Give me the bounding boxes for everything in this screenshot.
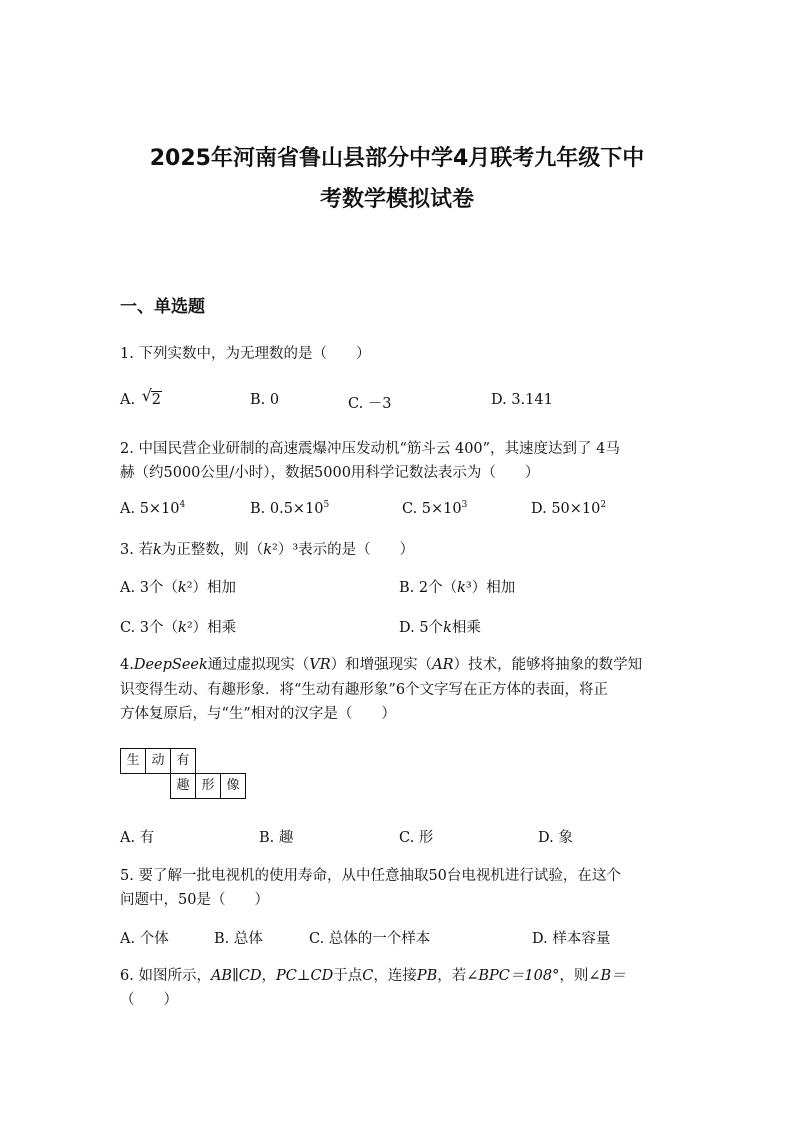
question-3-option-d	[399, 616, 481, 637]
question-5-option-d: D. 样本容量	[532, 931, 611, 947]
option-d-exponent: 2	[600, 500, 607, 510]
cube-net-figure	[120, 748, 255, 802]
option-d-base: 50×10	[551, 501, 601, 517]
option-b-exponent: 5	[323, 500, 330, 510]
question-2-option-d	[531, 500, 606, 517]
q3-c-part-1: C. 3个（	[120, 620, 179, 636]
var-k: k	[443, 620, 452, 636]
question-5-line-1: 5. 要了解一批电视机的使用寿命，从中任意抽取50台电视机进行试验，在这个	[120, 868, 621, 884]
option-a-prefix: A.	[120, 392, 136, 408]
question-3-option-a	[120, 576, 236, 597]
q6-text-5: ，若	[437, 968, 467, 984]
sqrt-expression: √ 2	[141, 386, 161, 408]
question-4-line-2: 识变得生动、有趣形象．将“生动有趣形象”6个文字写在正方体的表面，将正	[120, 682, 609, 698]
q6-text-3: 于点	[333, 968, 363, 984]
cube-net-cell: 生	[120, 748, 146, 774]
question-4-line-1	[120, 653, 642, 674]
option-b-base: 0.5×10	[269, 501, 324, 517]
option-a-exponent: 4	[179, 500, 186, 510]
option-c-exponent: 3	[461, 500, 468, 510]
q6-angle-b: ∠B＝	[588, 968, 626, 984]
question-2-line-2: 赫（约5000公里/小时），数据5000用科学记数法表示为（ ）	[120, 465, 540, 481]
question-2-option-a	[120, 500, 185, 517]
option-a-prefix: A.	[120, 501, 136, 517]
q4-number: 4.	[120, 657, 134, 673]
question-6-line-2: （ ）	[120, 992, 178, 1008]
question-3-option-c	[120, 616, 236, 637]
q4-deepseek: DeepSeek	[133, 657, 208, 673]
q6-text-6: ，则	[559, 968, 589, 984]
section-heading: 一、单选题	[120, 297, 205, 317]
var-k: k	[457, 580, 466, 596]
document-title-line-1: 2025年河南省鲁山县部分中学4月联考九年级下中	[149, 146, 645, 171]
q4-text-c: ）和增强现实（	[330, 657, 433, 673]
var-k: k	[178, 620, 187, 636]
q3-stem-part-a: 3. 若	[120, 542, 153, 558]
question-1-option-b: B. 0	[250, 392, 280, 408]
q3-b-part-2: ³）相加	[465, 580, 516, 596]
cube-net-cell: 形	[195, 773, 221, 799]
question-5-option-a: A. 个体	[120, 931, 169, 947]
q3-c-part-2: ²）相乘	[186, 620, 237, 636]
cube-net-cell: 像	[220, 773, 246, 799]
var-k: k	[177, 580, 187, 596]
document-title-line-2: 考数学模拟试卷	[319, 187, 474, 212]
option-d-prefix: D.	[531, 501, 547, 517]
question-2-option-c	[402, 500, 467, 517]
sqrt-radicand: 2	[151, 392, 161, 408]
question-3-stem	[120, 538, 414, 559]
question-2-option-b	[250, 500, 329, 517]
q3-d-part-2: 相乘	[451, 620, 481, 636]
question-1-option-c: C. －3	[348, 396, 392, 412]
question-1-option-d: D. 3.141	[491, 392, 553, 408]
q6-pc-perp-cd: PC⊥CD	[276, 968, 334, 984]
option-c-prefix: C.	[402, 501, 418, 517]
q3-a-part-1: A. 3个（	[120, 580, 178, 596]
var-k: k	[152, 542, 162, 558]
q3-d-part-1: D. 5个	[399, 620, 444, 636]
question-5-option-c: C. 总体的一个样本	[309, 931, 431, 947]
question-4-line-3: 方体复原后，与“生”相对的汉字是（ ）	[120, 706, 396, 722]
q3-stem-part-b: 为正整数，则（	[161, 542, 264, 558]
question-1-stem: 1. 下列实数中，为无理数的是（ ）	[120, 346, 371, 362]
q6-text-2: ，	[261, 968, 276, 984]
question-4-option-b: B. 趣	[259, 830, 294, 846]
q6-text-4: ，连接	[373, 968, 417, 984]
question-6-line-1	[120, 964, 626, 985]
question-1-option-a	[120, 386, 162, 408]
q6-ab-parallel-cd: AB∥CD	[210, 968, 262, 984]
question-5-option-b: B. 总体	[214, 931, 263, 947]
q6-point-c: C	[362, 968, 374, 984]
question-5-line-2: 问题中，50是（ ）	[120, 892, 269, 908]
question-4-option-a: A. 有	[120, 830, 155, 846]
q6-text-1: 6. 如图所示，	[120, 968, 211, 984]
q4-vr: VR	[309, 657, 331, 673]
var-k: k	[263, 542, 273, 558]
option-a-base: 5×10	[139, 501, 180, 517]
option-c-base: 5×10	[421, 501, 462, 517]
q6-angle-bpc: ∠BPC＝108°	[466, 968, 560, 984]
q6-segment-pb: PB	[416, 968, 438, 984]
q3-b-part-1: B. 2个（	[399, 580, 458, 596]
question-4-option-c: C. 形	[399, 830, 434, 846]
cube-net-cell: 动	[145, 748, 171, 774]
cube-net-cell: 趣	[170, 773, 196, 799]
q4-ar: AR	[432, 657, 454, 673]
question-3-option-b	[399, 576, 515, 597]
q3-stem-part-c: ²）³表示的是（ ）	[272, 542, 415, 558]
question-4-option-d: D. 象	[538, 830, 573, 846]
option-b-prefix: B.	[250, 501, 266, 517]
q3-a-part-2: ²）相加	[186, 580, 237, 596]
q4-text-b: 通过虚拟现实（	[207, 657, 310, 673]
q4-text-d: ）技术，能够将抽象的数学知	[453, 657, 643, 673]
question-2-line-1: 2. 中国民营企业研制的高速震爆冲压发动机“筋斗云 400”，其速度达到了 4马	[120, 441, 620, 457]
cube-net-cell: 有	[170, 748, 196, 774]
